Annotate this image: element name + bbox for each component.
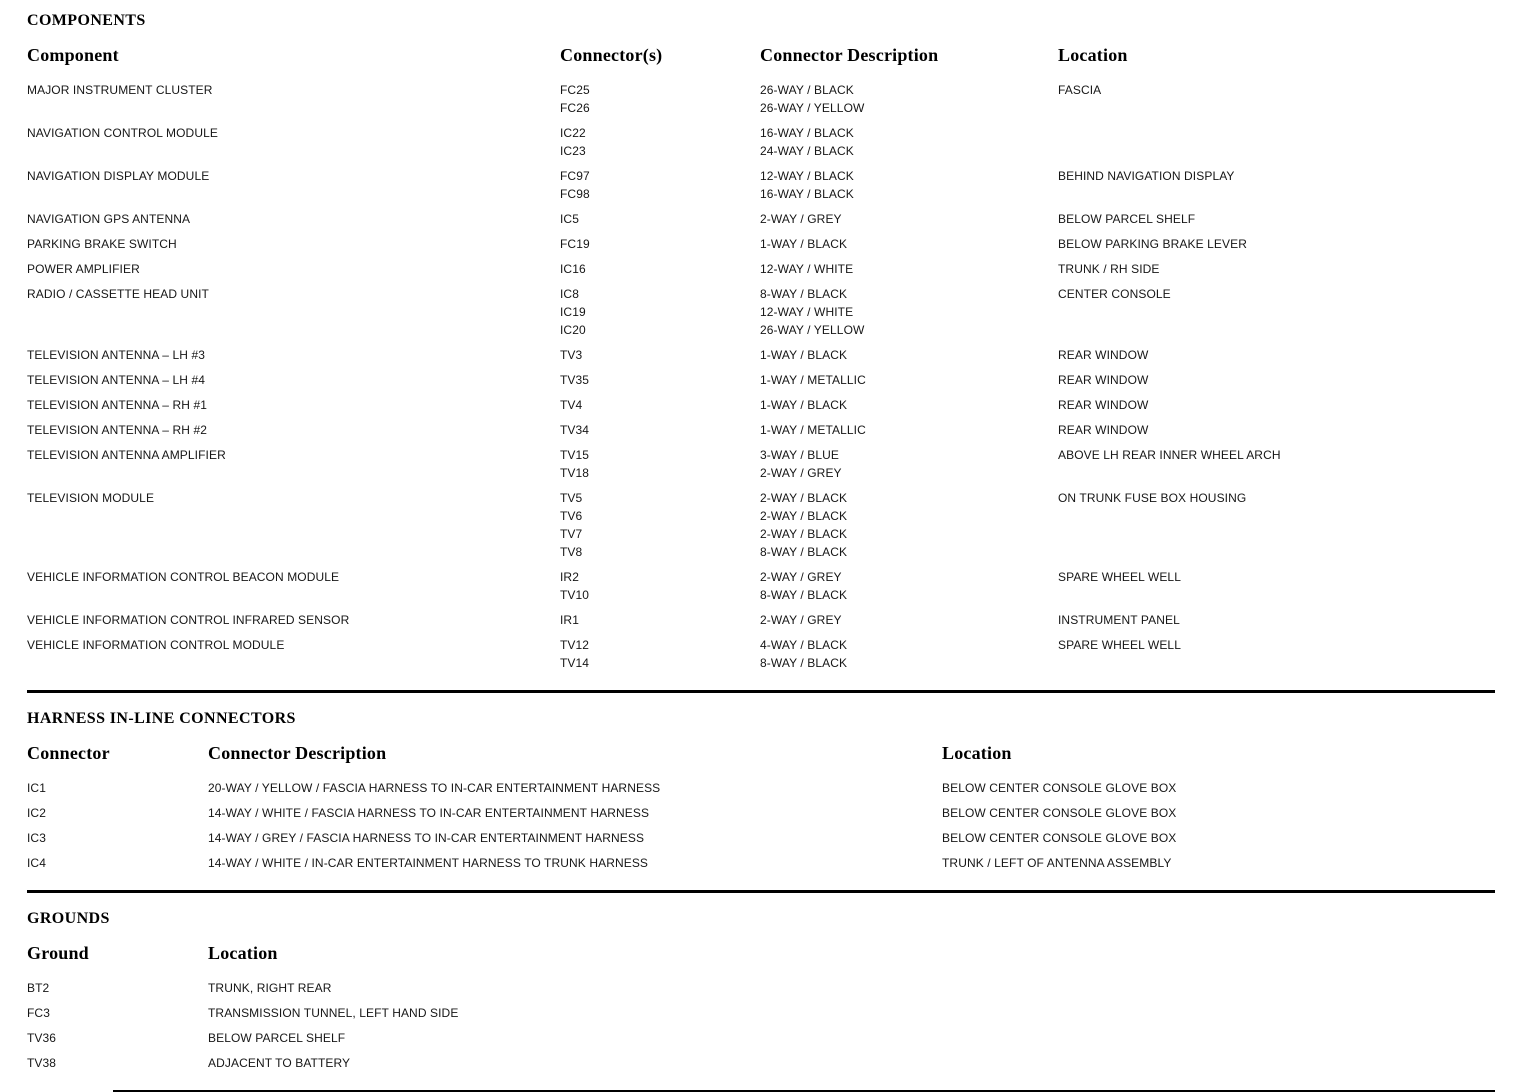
connector-descriptions-cell — [760, 346, 1058, 364]
connector-id: IR1 — [560, 613, 579, 627]
harness-connector-cell: IC1 — [27, 781, 46, 795]
column-header-connector: Connector — [27, 743, 110, 763]
column-header-location: Location — [1058, 45, 1128, 65]
connector-id: TV5 — [560, 491, 583, 505]
component-row — [27, 421, 1495, 439]
connector-ids-cell — [560, 446, 760, 482]
connector-id: FC25 — [560, 83, 590, 97]
components-section — [27, 11, 1495, 672]
connector-id: IC5 — [560, 212, 579, 226]
harness-section — [27, 709, 1495, 872]
connector-descriptions-cell — [760, 210, 1058, 228]
connector-ids-cell — [560, 421, 760, 439]
connector-id: TV35 — [560, 373, 590, 387]
connector-description: 26-WAY / YELLOW — [760, 323, 865, 337]
component-location-cell: BELOW PARKING BRAKE LEVER — [1058, 237, 1247, 251]
connector-id: IC20 — [560, 323, 586, 337]
connector-id: IC22 — [560, 126, 586, 140]
connector-id: TV12 — [560, 638, 590, 652]
connector-description: 4-WAY / BLACK — [760, 638, 848, 652]
connector-ids-cell — [560, 346, 760, 364]
harness-connector-cell: IC2 — [27, 806, 46, 820]
component-row — [27, 81, 1495, 117]
connector-id: FC98 — [560, 187, 590, 201]
component-name-cell: TELEVISION MODULE — [27, 491, 155, 505]
harness-location-cell: BELOW CENTER CONSOLE GLOVE BOX — [942, 831, 1177, 845]
column-header-ground: Ground — [27, 943, 89, 963]
ground-row — [27, 979, 1495, 997]
component-name-cell: TELEVISION ANTENNA – LH #4 — [27, 373, 206, 387]
component-row — [27, 611, 1495, 629]
connector-descriptions-cell — [760, 396, 1058, 414]
connector-id: FC19 — [560, 237, 590, 251]
connector-descriptions-cell — [760, 446, 1058, 482]
component-row — [27, 167, 1495, 203]
ground-id-cell: BT2 — [27, 981, 50, 995]
connector-id: TV18 — [560, 466, 590, 480]
connector-ids-cell — [560, 489, 760, 561]
connector-description: 24-WAY / BLACK — [760, 144, 854, 158]
connector-id: FC26 — [560, 101, 590, 115]
harness-location-cell: BELOW CENTER CONSOLE GLOVE BOX — [942, 806, 1177, 820]
column-header-component: Component — [27, 45, 119, 65]
connector-description: 2-WAY / BLACK — [760, 509, 848, 523]
component-name-cell: MAJOR INSTRUMENT CLUSTER — [27, 83, 213, 97]
harness-description-cell: 20-WAY / YELLOW / FASCIA HARNESS TO IN-CAR ENTERTAINMENT HARNESS — [208, 781, 661, 795]
connector-description: 8-WAY / BLACK — [760, 545, 848, 559]
component-name-cell: PARKING BRAKE SWITCH — [27, 237, 177, 251]
ground-location-cell: TRANSMISSION TUNNEL, LEFT HAND SIDE — [208, 1006, 459, 1020]
connector-ids-cell — [560, 235, 760, 253]
connector-description: 26-WAY / YELLOW — [760, 101, 865, 115]
component-location-cell: BEHIND NAVIGATION DISPLAY — [1058, 169, 1235, 183]
component-location-cell: REAR WINDOW — [1058, 398, 1149, 412]
ground-id-cell: FC3 — [27, 1006, 50, 1020]
connector-id: FC97 — [560, 169, 590, 183]
component-name-cell: TELEVISION ANTENNA AMPLIFIER — [27, 448, 226, 462]
harness-row — [27, 829, 1495, 847]
connector-description: 1-WAY / METALLIC — [760, 423, 866, 437]
harness-section-title: HARNESS IN-LINE CONNECTORS — [27, 710, 296, 727]
harness-location-cell: TRUNK / LEFT OF ANTENNA ASSEMBLY — [942, 856, 1172, 870]
column-header-connector-description: Connector Description — [760, 45, 939, 65]
connector-id: TV6 — [560, 509, 583, 523]
connector-description: 2-WAY / BLACK — [760, 491, 848, 505]
component-name-cell: TELEVISION ANTENNA – LH #3 — [27, 348, 206, 362]
connector-description: 2-WAY / GREY — [760, 466, 842, 480]
connector-description: 1-WAY / METALLIC — [760, 373, 866, 387]
harness-row — [27, 779, 1495, 797]
harness-header-row — [27, 742, 1495, 764]
grounds-rows — [27, 979, 1495, 1072]
harness-description-cell: 14-WAY / WHITE / FASCIA HARNESS TO IN-CAR ENTERTAINMENT HARNESS — [208, 806, 650, 820]
component-location-cell: CENTER CONSOLE — [1058, 287, 1171, 301]
connector-id: IC19 — [560, 305, 586, 319]
connector-descriptions-cell — [760, 489, 1058, 561]
component-location-cell: SPARE WHEEL WELL — [1058, 570, 1181, 584]
connector-ids-cell — [560, 568, 760, 604]
components-rows — [27, 81, 1495, 672]
connector-id: TV7 — [560, 527, 583, 541]
component-row — [27, 235, 1495, 253]
component-row — [27, 568, 1495, 604]
component-location-cell: FASCIA — [1058, 83, 1102, 97]
connector-descriptions-cell — [760, 124, 1058, 160]
connector-ids-cell — [560, 611, 760, 629]
connector-description: 26-WAY / BLACK — [760, 83, 854, 97]
connector-descriptions-cell — [760, 421, 1058, 439]
connector-descriptions-cell — [760, 260, 1058, 278]
connector-id: IC8 — [560, 287, 579, 301]
component-location-cell: TRUNK / RH SIDE — [1058, 262, 1160, 276]
connector-descriptions-cell — [760, 611, 1058, 629]
component-location-cell: REAR WINDOW — [1058, 348, 1149, 362]
connector-descriptions-cell — [760, 568, 1058, 604]
connector-id: TV4 — [560, 398, 583, 412]
component-row — [27, 124, 1495, 160]
connector-description: 12-WAY / WHITE — [760, 305, 854, 319]
connector-description: 2-WAY / GREY — [760, 212, 842, 226]
ground-row — [27, 1029, 1495, 1047]
harness-description-cell: 14-WAY / WHITE / IN-CAR ENTERTAINMENT HARNESS TO TRUNK HARNESS — [208, 856, 649, 870]
ground-row — [27, 1004, 1495, 1022]
harness-rows — [27, 779, 1495, 872]
connector-ids-cell — [560, 260, 760, 278]
ground-location-cell: BELOW PARCEL SHELF — [208, 1031, 346, 1045]
connector-id: TV8 — [560, 545, 583, 559]
connector-id: TV15 — [560, 448, 590, 462]
harness-connector-cell: IC4 — [27, 856, 46, 870]
component-row — [27, 489, 1495, 561]
connector-id: TV10 — [560, 588, 590, 602]
column-header-harness-description: Connector Description — [208, 743, 387, 763]
harness-description-cell: 14-WAY / GREY / FASCIA HARNESS TO IN-CAR ENTERTAINMENT HARNESS — [208, 831, 645, 845]
component-name-cell: TELEVISION ANTENNA – RH #1 — [27, 398, 207, 412]
connector-ids-cell — [560, 285, 760, 339]
connector-descriptions-cell — [760, 371, 1058, 389]
connector-description: 1-WAY / BLACK — [760, 237, 848, 251]
grounds-section — [27, 909, 1495, 1072]
component-name-cell: VEHICLE INFORMATION CONTROL INFRARED SENSOR — [27, 613, 350, 627]
connector-description: 1-WAY / BLACK — [760, 348, 848, 362]
component-name-cell: RADIO / CASSETTE HEAD UNIT — [27, 287, 209, 301]
component-row — [27, 371, 1495, 389]
components-section-title: COMPONENTS — [27, 12, 146, 29]
connector-description: 12-WAY / BLACK — [760, 169, 854, 183]
component-row — [27, 260, 1495, 278]
component-row — [27, 285, 1495, 339]
connector-descriptions-cell — [760, 81, 1058, 117]
component-location-cell: REAR WINDOW — [1058, 423, 1149, 437]
ground-id-cell: TV38 — [27, 1056, 57, 1070]
connector-description: 3-WAY / BLUE — [760, 448, 840, 462]
connector-descriptions-cell — [760, 636, 1058, 672]
connector-ids-cell — [560, 167, 760, 203]
column-header-harness-location: Location — [942, 743, 1012, 763]
connector-description: 1-WAY / BLACK — [760, 398, 848, 412]
connector-descriptions-cell — [760, 167, 1058, 203]
harness-connector-cell: IC3 — [27, 831, 46, 845]
connector-ids-cell — [560, 396, 760, 414]
component-row — [27, 446, 1495, 482]
connector-id: IR2 — [560, 570, 579, 584]
section-divider — [27, 690, 1495, 693]
connector-descriptions-cell — [760, 235, 1058, 253]
component-name-cell: VEHICLE INFORMATION CONTROL BEACON MODULE — [27, 570, 340, 584]
connector-description: 16-WAY / BLACK — [760, 126, 854, 140]
harness-location-cell: BELOW CENTER CONSOLE GLOVE BOX — [942, 781, 1177, 795]
harness-row — [27, 804, 1495, 822]
connector-ids-cell — [560, 124, 760, 160]
component-row — [27, 396, 1495, 414]
component-name-cell: NAVIGATION CONTROL MODULE — [27, 126, 218, 140]
connector-ids-cell — [560, 81, 760, 117]
column-header-connectors: Connector(s) — [560, 45, 663, 65]
connector-descriptions-cell — [760, 285, 1058, 339]
component-location-cell: SPARE WHEEL WELL — [1058, 638, 1181, 652]
connector-id: TV3 — [560, 348, 583, 362]
component-name-cell: NAVIGATION GPS ANTENNA — [27, 212, 191, 226]
ground-location-cell: ADJACENT TO BATTERY — [208, 1056, 351, 1070]
connector-id: TV14 — [560, 656, 590, 670]
connector-id: TV34 — [560, 423, 590, 437]
component-row — [27, 210, 1495, 228]
component-location-cell: BELOW PARCEL SHELF — [1058, 212, 1196, 226]
component-location-cell: REAR WINDOW — [1058, 373, 1149, 387]
connector-id: IC23 — [560, 144, 586, 158]
component-row — [27, 636, 1495, 672]
ground-row — [27, 1054, 1495, 1072]
connector-description: 2-WAY / GREY — [760, 570, 842, 584]
connector-description: 12-WAY / WHITE — [760, 262, 854, 276]
section-divider — [27, 890, 1495, 893]
connector-description: 2-WAY / GREY — [760, 613, 842, 627]
grounds-section-title: GROUNDS — [27, 910, 110, 927]
component-name-cell: POWER AMPLIFIER — [27, 262, 140, 276]
connector-description: 8-WAY / BLACK — [760, 588, 848, 602]
component-location-cell: ON TRUNK FUSE BOX HOUSING — [1058, 491, 1247, 505]
column-header-ground-location: Location — [208, 943, 278, 963]
harness-row — [27, 854, 1495, 872]
connector-ids-cell — [560, 210, 760, 228]
component-name-cell: TELEVISION ANTENNA – RH #2 — [27, 423, 207, 437]
component-row — [27, 346, 1495, 364]
connector-id: IC16 — [560, 262, 586, 276]
component-name-cell: NAVIGATION DISPLAY MODULE — [27, 169, 210, 183]
component-location-cell: ABOVE LH REAR INNER WHEEL ARCH — [1058, 448, 1281, 462]
connector-description: 16-WAY / BLACK — [760, 187, 854, 201]
component-name-cell: VEHICLE INFORMATION CONTROL MODULE — [27, 638, 285, 652]
grounds-header-row — [27, 942, 1495, 964]
component-location-cell — [1058, 124, 1495, 160]
connector-description: 2-WAY / BLACK — [760, 527, 848, 541]
connector-ids-cell — [560, 636, 760, 672]
components-header-row — [27, 44, 1495, 66]
component-location-cell: INSTRUMENT PANEL — [1058, 613, 1180, 627]
connector-ids-cell — [560, 371, 760, 389]
connector-description: 8-WAY / BLACK — [760, 287, 848, 301]
ground-location-cell: TRUNK, RIGHT REAR — [208, 981, 332, 995]
connector-description: 8-WAY / BLACK — [760, 656, 848, 670]
ground-id-cell: TV36 — [27, 1031, 57, 1045]
